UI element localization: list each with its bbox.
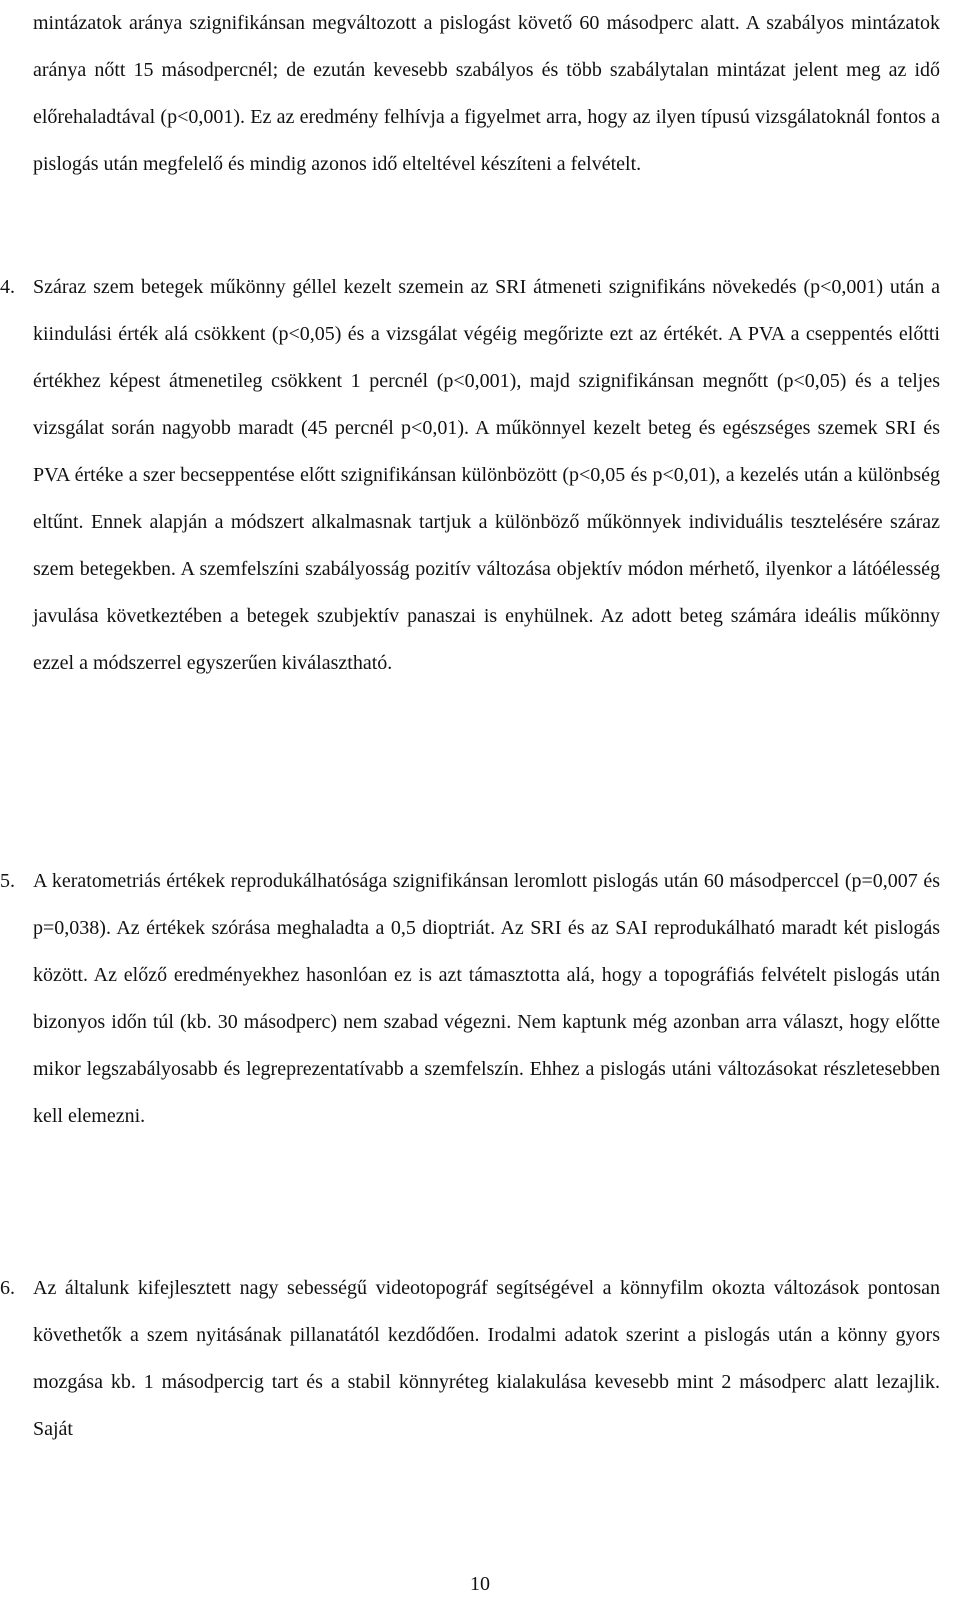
page-number: 10 [470,1573,490,1595]
list-item [0,264,940,687]
item-number: 6. [0,1277,15,1299]
continuation-paragraph: mintázatok aránya szignifikánsan megváltozott a pislogást követő 60 másodperc alatt. A szabályos mintázatok aránya nőtt 15 másodpercnél; de ezután kevesebb szabályos és több szabálytalan mintázat jelent meg az idő előrehaladtával (p<0,001). Ez az eredmény felhívja a figyelmet arra, hogy az ilyen típusú vizsgálatoknál fontos a pislogás után megfelelő és mindig azonos idő elteltével készíteni a felvételt. [33,12,940,175]
item-text: A keratometriás értékek reprodukálhatósága szignifikánsan leromlott pislogás után 60 másodperccel (p=0,007 és p=0,038). Az értékek szórása meghaladta a 0,5 dioptriát. Az SRI és az SAI reprodukálható maradt két pislogás között. Az előző eredményekhez hasonlóan ez is azt támasztotta alá, hogy a topográfiás felvételt pislogás után bizonyos időn túl (kb. 30 másodperc) nem szabad végezni. Nem kaptunk még azonban arra választ, hogy előtte mikor legszabályosabb és legreprezentatívabb a szemfelszín. Ehhez a pislogás utáni változásokat részletesebben kell elemezni. [33,870,940,1127]
item-number: 5. [0,870,15,892]
item-text: Az általunk kifejlesztett nagy sebességű videotopográf segítségével a könnyfilm okozta változások pontosan követhetők a szem nyitásának pillanatától kezdődően. Irodalmi adatok szerint a pislogás után a könny gyors mozgása kb. 1 másodpercig tart és a stabil könnyréteg kialakulása kevesebb mint 2 másodperc alatt lezajlik. Saját [33,1277,940,1440]
item-number: 4. [0,276,15,298]
list-item [0,858,940,1140]
item-text: Száraz szem betegek műkönny géllel kezelt szemein az SRI átmeneti szignifikáns növekedés (p<0,001) után a kiindulási érték alá csökkent (p<0,05) és a vizsgálat végéig megőrizte ezt az értékét. A PVA a cseppentés előtti értékhez képest átmenetileg csökkent 1 percnél (p<0,001), majd szignifikánsan megnőtt (p<0,05) és a teljes vizsgálat során nagyobb maradt (45 percnél p<0,01). A műkönnyel kezelt beteg és egészséges szemek SRI és PVA értéke a szer becseppentése előtt szignifikánsan különbözött (p<0,05 és p<0,01), a kezelés után a különbség eltűnt. Ennek alapján a módszert alkalmasnak tartjuk a különböző műkönnyek individuális tesztelésére száraz szem betegekben. A szemfelszíni szabályosság pozitív változása objektív módon mérhető, ilyenkor a látóélesség javulása következtében a betegek szubjektív panaszai is enyhülnek. Az adott beteg számára ideális műkönny ezzel a módszerrel egyszerűen kiválasztható. [33,276,940,674]
list-item [0,1265,940,1453]
